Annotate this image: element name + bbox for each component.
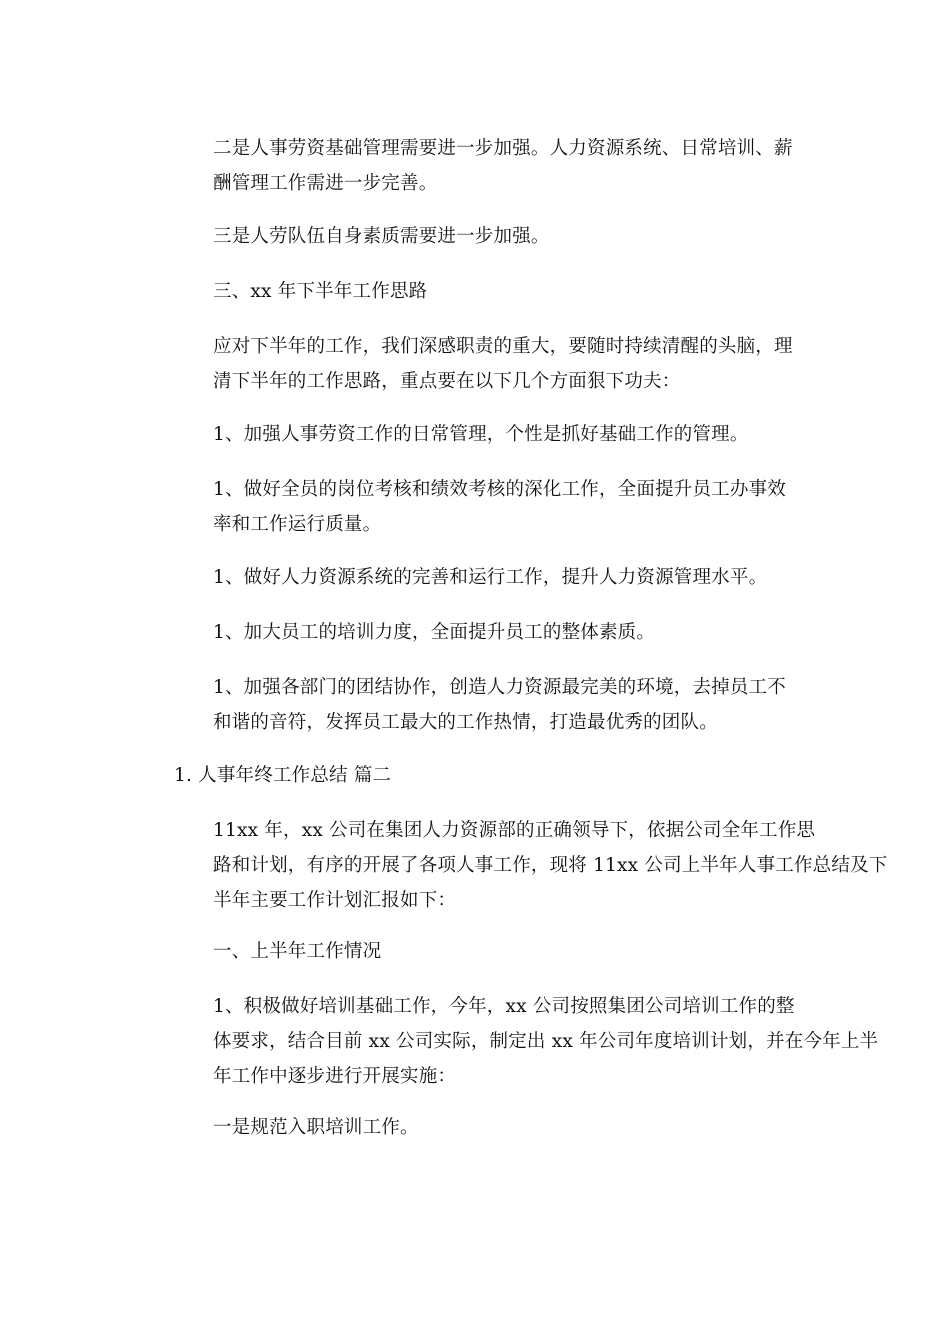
text-line: 二是人事劳资基础管理需要进一步加强。人力资源系统、日常培训、薪 bbox=[213, 138, 793, 159]
text-line: 半年主要工作计划汇报如下： bbox=[213, 890, 457, 911]
text-line: 酬管理工作需进一步完善。 bbox=[213, 173, 438, 194]
text-line: 1、加强各部门的团结协作，创造人力资源最完美的环境，去掉员工不 bbox=[213, 677, 786, 698]
list-item-performance-review bbox=[137, 472, 817, 542]
list-item-teamwork bbox=[137, 670, 817, 740]
paragraph-onboarding-training bbox=[137, 1110, 817, 1145]
text-line: 11xx 年，xx 公司在集团人力资源部的正确领导下，依据公司全年工作思 bbox=[213, 820, 816, 841]
text-line: 1、加大员工的培训力度，全面提升员工的整体素质。 bbox=[213, 622, 656, 643]
text-line: 一、上半年工作情况 bbox=[213, 941, 382, 962]
text-line: 清下半年的工作思路，重点要在以下几个方面狠下功夫： bbox=[213, 371, 681, 392]
text-line: 一是规范入职培训工作。 bbox=[213, 1117, 419, 1138]
text-line: 1、做好全员的岗位考核和绩效考核的深化工作，全面提升员工办事效 bbox=[213, 479, 786, 500]
list-item-hr-system bbox=[137, 560, 817, 595]
text-line: 路和计划，有序的开展了各项人事工作，现将 11xx 公司上半年人事工作总结及下 bbox=[213, 855, 888, 876]
text-line: 年工作中逐步进行开展实施： bbox=[213, 1066, 457, 1087]
text-line: 1、积极做好培训基础工作，今年，xx 公司按照集团公司培训工作的整 bbox=[213, 996, 795, 1017]
section-heading-second-half-plan bbox=[137, 274, 817, 309]
paragraph-work-approach bbox=[137, 329, 817, 399]
text-line: 1、做好人力资源系统的完善和运行工作，提升人力资源管理水平。 bbox=[213, 567, 768, 588]
section-heading-first-half bbox=[137, 934, 817, 969]
paragraph-team-quality bbox=[137, 219, 817, 254]
article-heading-part-two bbox=[137, 758, 817, 793]
paragraph-training-basics bbox=[137, 989, 879, 1094]
list-item-training bbox=[137, 615, 817, 650]
text-line: 三是人劳队伍自身素质需要进一步加强。 bbox=[213, 226, 550, 247]
text-line: 三、xx 年下半年工作思路 bbox=[213, 281, 428, 302]
text-line: 和谐的音符，发挥员工最大的工作热情，打造最优秀的团队。 bbox=[213, 712, 718, 733]
paragraph-hr-basic-management bbox=[137, 131, 817, 201]
text-line: 应对下半年的工作，我们深感职责的重大，要随时持续清醒的头脑，理 bbox=[213, 336, 793, 357]
paragraph-intro-report bbox=[137, 813, 888, 918]
text-line: 体要求，结合目前 xx 公司实际，制定出 xx 年公司年度培训计划，并在今年上半 bbox=[213, 1031, 879, 1052]
text-line: 率和工作运行质量。 bbox=[213, 514, 382, 535]
list-item-daily-management bbox=[137, 417, 817, 452]
text-line: 1. 人事年终工作总结 篇二 bbox=[174, 765, 392, 786]
text-line: 1、加强人事劳资工作的日常管理，个性是抓好基础工作的管理。 bbox=[213, 424, 749, 445]
